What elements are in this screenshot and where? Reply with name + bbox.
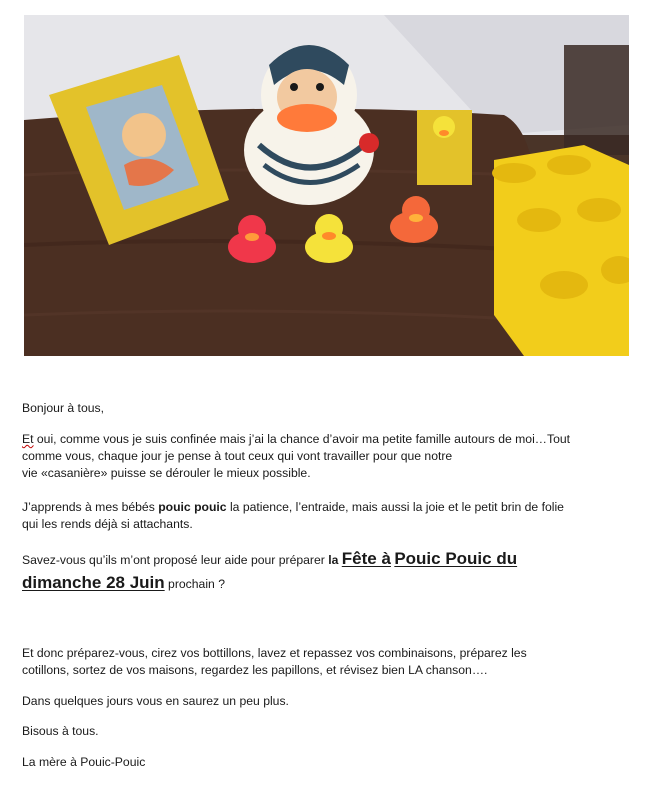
signature: La mère à Pouic-Pouic (22, 755, 146, 769)
paragraph-party: Savez-vous qu’ils m’ont proposé leur aide pour préparer la Fête à Pouic Pouic du dimanche 28 Juin prochain ? (22, 549, 518, 592)
paragraph-babies: J’apprends à mes bébés pouic pouic la patience, l’entraide, mais aussi la joie et le petit brin de folie qui les rends déjà si attachants. (22, 500, 564, 531)
spellcheck-word: Et (22, 432, 34, 446)
duck-photo-illustration (24, 15, 629, 356)
party-date: dimanche 28 Juin (22, 573, 165, 592)
greeting: Bonjour à tous, (22, 401, 104, 415)
lego-brick (492, 145, 629, 356)
paragraph-bisous: Bisous à tous. (22, 724, 99, 738)
paragraph-confinement: Et oui, comme vous je suis confinée mais j’ai la chance d’avoir ma petite famille autours de moi…Tout comme vous, chaque jour je pense à tout ceux qui vont travailler pour que notre vie «casanière» puisse se dérouler le mieux possible. (22, 432, 571, 480)
paragraph-soon: Dans quelques jours vous en saurez un peu plus. (22, 694, 289, 708)
duck-photo (24, 15, 629, 356)
yellow-box (417, 110, 472, 185)
party-title-2: Pouic Pouic du (394, 549, 518, 568)
paragraph-preparation: Et donc préparez-vous, cirez vos bottillons, lavez et repassez vos combinaisons, préparez les cotillons, sortez de vos maisons, regardez les papillons, et révisez bien LA chanson…. (22, 646, 527, 677)
party-title: Fête à (341, 549, 391, 568)
